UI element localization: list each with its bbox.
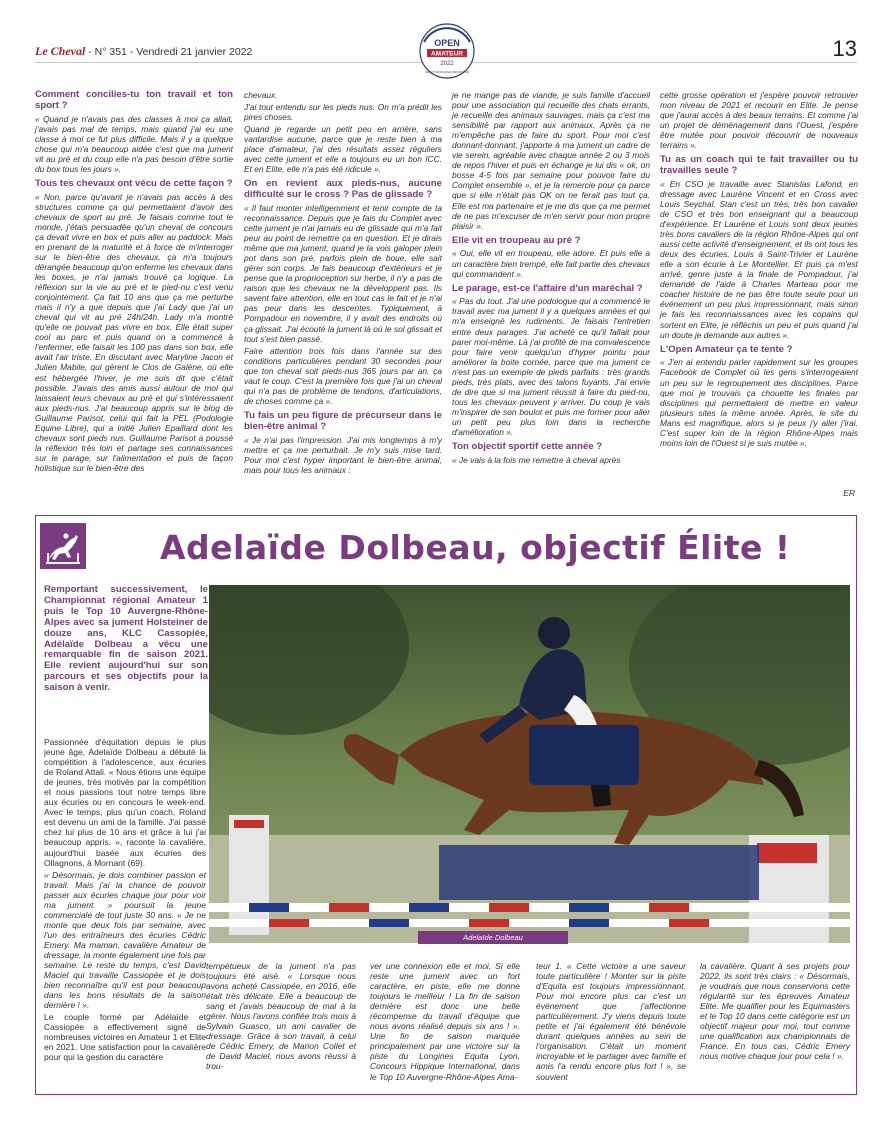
interview-answer: je ne mange pas de viande, je suis famille d'accueil pour une association qui recueille des chats errants, je recueille des animaux sauvages, mais ça c'est ma sensibilité par rapport aux animaux. Après ça ne m'empêche pas de faire du sport. Pour moi c'est donnant-donnant, j'apporte à ma jument un cadre de vie serein, agréable avec chaque année 2 ou 3 mois de repos l'hiver et puis en échange je lui dis « ok, on bosse 4-5 fois par semaine pour pouvoir faire du Complet ensemble », et je la remercie pour ça parce que si elle n'était pas OK on ne ferait pas tout ça. Elle est ma partenaire et je me dis que ça me permet de ne pas m'excuser de m'en servir pour mon propre plaisir ». xyxy=(452,90,650,231)
open-amateur-logo xyxy=(418,22,476,80)
logo-word-amateur: AMATEUR xyxy=(430,50,464,58)
interview-question: On en revient aux pieds-nus, aucune difficulté sur le cross ? Pas de glissade ? xyxy=(244,178,442,201)
feature-body-column-1 xyxy=(44,737,206,1065)
interview-answer: « Pas du tout. J'ai une podologue qui a commencé le travail avec ma jument il y a quelques années et qui m'a enseigné les rudiments. Je faisais l'entretien entre deux parages. J'ai acheté ce qu'il fallait pour parer moi-même. Là j'ai profité de ma convalescence pour faire venir quelqu'un d'hyper pointu pour améliorer la boite cornée, parce que ma jument ce n'est pas un exemple de pieds parfaits : très grands pieds, très plats, avec des talons fuyants. J'ai envie de dire que si ma jument réussit à faire du pied-nu, tous les chevaux peuvent y arriver. Du coup je vais m'inspirer de son boulot et puis me former pour aller un petit peu plus loin dans la recherche d'amélioration ». xyxy=(452,296,650,437)
article-column-3 xyxy=(452,90,650,467)
interview-answer: cette grosse opération et j'espère pouvoir retrouver mon niveau de 2021 et recourir en Elite. Je pense que j'aurai accès à des beaux terrains. Et comme j'ai un projet de déménagement dans l'Ouest, j'espère être mutée pour pouvoir découvrir de nouveaux terrains ». xyxy=(660,90,858,151)
interview-question: Ton objectif sportif cette année ? xyxy=(452,441,603,453)
article-column-2 xyxy=(244,90,442,477)
interview-answer: J'ai tout entendu sur les pieds nus. On m'a prédit les pires choses. xyxy=(244,102,442,123)
article-column-4 xyxy=(660,90,858,450)
logo-ring-text: CIRCUIT FRANÇAISE D'ÉQUITATION xyxy=(424,71,470,74)
interview-answer: Faire attention trois fois dans l'année sur des conditions particulières pendant 30 secondes pour que ton cheval soit pieds-nus 365 jours par an, ça vaut le coup. C'est la première fois que j'ai un cheval qui n'a pas de problème de tendons, d'articulations, de choses comme ça ». xyxy=(244,345,442,406)
interview-answer: « Oui, elle vit en troupeau, elle adore. Et puis elle a un caractère bien trempé, elle fait partie des chevaux qui commandent ». xyxy=(452,248,650,279)
interview-question: L'Open Amateur ça te tente ? xyxy=(660,343,793,355)
issue-info: - N° 351 - Vendredi 21 janvier 2022 xyxy=(85,46,253,58)
feature-body-column-5: la cavalière. Quant à ses projets pour 2022, ils sont très clairs : « Désormais, je voudrais que nous conservions cette régularité sur les épreuves Amateur Elite. Me qualifier pour les Equimasters et le Top 10 dans cette catégorie est un objectif majeur pour moi, tout comme une qualification aux championnats de France. En tous cas, Cédric Emery nous motive chaque jour pour cela ! ». xyxy=(700,961,850,1062)
publication-name: Le Cheval xyxy=(35,44,86,58)
photo-caption: Adelaïde Dolbeau xyxy=(418,931,568,944)
interview-question: Elle vit en troupeau au pré ? xyxy=(452,234,581,246)
interview-question: Le parage, est-ce l'affaire d'un maréchal ? xyxy=(452,282,643,294)
running-header xyxy=(35,44,252,59)
interview-question: Comment concilies-tu ton travail et ton sport ? xyxy=(35,89,233,111)
author-signature: ER xyxy=(843,488,855,498)
feature-body-column-4: teur 1. « Cette victoire a une saveur toute particulière ! Monter sur la piste d'Equita est toujours impressionnant. Pour moi encore plus car c'est un événement que j'affectionne particulièrement. J'y viens depuis toute petite et j'ai également été bénévole durant quelques années au sein de l'organisation. C'était un moment incroyable et le partager avec famille et amis l'a rendu encore plus fort ! », se souvient xyxy=(536,961,686,1082)
feature-body-column-3: ver une connexion elle et moi. Si elle reste une jument avec un fort caractère, en piste, elle me donne toujours le meilleur ! La fin de saison dernière est donc une belle récompense du travail d'équipe que nous avons réalisé depuis six ans ! ». Une fin de saison marquée principalement par une victoire sur la piste du Longines Equita Lyon, Concours Hippique International, dans le Top 10 Auvergne-Rhône-Alpes Ama- xyxy=(370,961,520,1082)
logo-word-open: OPEN xyxy=(434,38,460,48)
interview-answer: « Je vais à la fois me remettre à cheval après xyxy=(452,454,621,465)
show-jumping-icon xyxy=(40,523,86,569)
article-column-1 xyxy=(35,90,233,475)
feature-headline: Adelaïde Dolbeau, objectif Élite ! xyxy=(160,528,791,567)
feature-body-column-2: tempétueux de la jument n'a pas toujours été aisé. « Lorsque nous avons acheté Cassiopée, en 2016, elle était très délicate. Elle a beaucoup de sang et j'avais beaucoup de mal à la gérer. Nous l'avons confiée trois mois à Sylvain Guasco, un ami cavalier de dressage. Grâce à son travail, à celui de Cédric Emery, de Marion Collet et de David Maciel, nous avons réussi à trou- xyxy=(206,961,356,1072)
interview-answer: « Quand je n'avais pas des classes à moi ça allait, j'avais pas mal de temps, mais quand j'ai eu une classe à moi ce fut plus difficile. Mais il y a quelque chose qui m'a beaucoup aidée c'est que ma jument vit au pré et du coup elle n'a pas besoin d'être sortie du box tous les jours ». xyxy=(35,113,233,174)
interview-question: Tous tes chevaux ont vécu de cette façon ? xyxy=(35,177,233,189)
feature-paragraph: Le couple formé par Adélaïde et Cassiopée a effectivement signé de nombreuses victoires en Amateur 1 et Elite en 2021. Une satisfaction pour la cavalière pour qui la gestion du caractère xyxy=(44,1012,206,1063)
rider-jumping-photo xyxy=(209,585,850,943)
interview-answer: « En CSO je travaille avec Stanislas Lafond, en dressage avec Laurène Vincent et en Cross avec Louis Seychal. Stan c'est un très, très bon cavalier de CSO et très bon enseignant qui a beaucoup d'expérience. Et Laurène et Louis sont deux jeunes très bons cavaliers de la région Rhône-Alpes qui ont aussi cette activité d'enseignement, et ils ont tous les deux des écuries, Louis à Saint-Trivier et Laurène elle a son écurie à Le Montellier. Et puis ça m'est arrivé, genre juste à la finale de Pompadour, j'ai demandé de l'aide à Charles Marteau pour me coacher histoire de ne pas être toute seule pour un événement un peu plus impressionnant, mais sinon je fais les reconnaissances avec les copains qui sortent en Elite, je réfléchis un peu et puis quand j'ai un doute je demande aux autres ». xyxy=(660,178,858,340)
interview-answer: « Je n'ai pas l'impression. J'ai mis longtemps à m'y mettre et ça me perturbait. Je m'y suis mise tard. Pour moi c'est hyper important le bien-être animal, mais pour tous les animaux : xyxy=(244,434,442,475)
interview-answer: Quand je regarde un petit peu en arrière, sans vantardise aucune, parce que je reste bien à ma place d'amateur, j'ai des résultats assez réguliers avec cette jument et elle a toujours eu un bon ICC. Et en Elite, elle n'a pas été ridicule ». xyxy=(244,124,442,175)
page-number: 13 xyxy=(832,36,857,61)
logo-year: 2022 xyxy=(440,61,454,67)
feature-lead: Remportant successivement, le Championnat régional Amateur 1 puis le Top 10 Auvergne-Rhône-Alpes avec sa jument Holsteiner de douze ans, KLC Cassopiée, Adélaïde Dolbeau a vécu une remarquable fin de saison 2021. Elle revient aujourd'hui sur son parcours et ses objectifs pour la saison à venir. xyxy=(44,584,208,694)
interview-answer: « Il faut monter intelligemment et tenir compte de ta reconnaissance. Depuis que je fais du Complet avec cette jument je n'ai jamais eu de glissade qui m'a fait peur au point de remettre ça en question. Et je dirais même que ma jument, quand je la vois galoper plein pot dans son pré, parfois plein de boue, elle sait gérer son corps. Je fais beaucoup d'extérieurs et je pense que la proprioception sur herbe, il n'y a pas de raison que les chevaux ne la développent pas. Ils savent faire attention, elle en tout cas le fait et je n'ai pas peur dans les descentes. Typiquement, à Pompadour en novembre, il y avait des endroits où ça glissait. J'ai écouté la jument là où le sol glissait et tout s'est bien passé. xyxy=(244,202,442,344)
interview-question: Tu fais un peu figure de précurseur dans le bien-être animal ? xyxy=(244,409,442,432)
interview-answer: « J'en ai entendu parler rapidement sur les groupes Facebook de Complet où les gens s'interrogeaient un peu sur le regroupement des disciplines. Parce que moi je trouvais ça chouette les finales par disciplines qui permettaient de mettre en valeur plusieurs sites la même année. Après, le site du Mans est magnifique, alors si je peux j'y aller j'irai. C'est super loin de la région Rhône-Alpes mais moins loin de l'Ouest si je suis mutée ». xyxy=(660,357,858,448)
feature-paragraph: Passionnée d'équitation depuis le plus jeune âge, Adelaïde Dolbeau a débuté la compétition à l'adolescence, aux écuries de Roland Attali. « Nous étions une équipe de jeunes, très motivés par la compétition et nous passions tout notre temps libre aux écuries ou en concours le week-end. Avec le temps, plus qu'un coach, Roland est devenu un ami de la famille. J'ai passé chez lui plus de 10 ans et grâce à lui j'ai beaucoup appris. », raconte la cavalière, aujourd'hui basée aux écuries des Ollagnons, à Mornant (69). xyxy=(44,737,206,868)
interview-question: Tu as un coach qui te fait travailler ou tu travailles seule ? xyxy=(660,154,858,177)
interview-answer: « Non, parce qu'avant je n'avais pas accès à des structures comme ça qui permettaient d'avoir des chevaux de sport au pré. Je faisais comme tout le monde, j'étais persuadée qu'un cheval de concours ça devait vivre en box et puis aller au paddock. Mais en prenant de la maturité et à force de m'interroger sur le bien-être des chevaux, ça m'a toujours dérangée beaucoup qu'on enferme les chevaux dans les boxes, je n'ai jamais trouvé ça logique. La réflexion sur la vie au pré et le pied-nu c'est venu conjointement. Ça fait 10 ans que ça me perturbe mais il n'y a que depuis que j'ai Lady que j'ai un cheval qui vit au pré 24h/24h. Lady m'a montré qu'elle ne pouvait pas vivre en box. Elle était super cool au parc et puis quand on a commencé à l'enfermer, elle faisait les 100 pas dans son box, elle avait l'air triste. En discutant avec Maryline Jacon et Julien Mabile, qui gèrent le Clos de Galène, où elle est hébergée l'hiver, je me suis dit que c'était possible. J'avais des amis aussi autour de moi qui laissaient leurs chevaux au pré et qui s'intéressaient aux pieds-nus. J'ai beaucoup appris sur le blog de Guillaume Parisot, celui qui fait la PEL (Podologie Equine Libre), qui a initié Julien Epaillard dont les chevaux sont pieds nus. Guillaume Parisot a poussé la réflexion très loin et partage ses connaissances sur le parage, sur l'alimentation et puis de façon holistique sur le bien-être des xyxy=(35,191,233,473)
feature-paragraph: « Désormais, je dois combiner passion et travail. Mais j'ai la chance de pouvoir passer aux écuries chaque jour pour voir ma jument. » poursuit la jeune commerciale de tout juste 30 ans. « Je ne monte que deux fois par semaine, avec l'un des entraîneurs des écuries Cédric Emery. Ma maman, cavalière Amateur de dressage, la monte également une fois par semaine. Le reste du temps, c'est David Maciel qui travaille Cassiopée et je dois bien reconnaître qu'il est pour beaucoup dans les bons résultats de la saison dernière ! ». xyxy=(44,869,206,1011)
interview-answer: chevaux. xyxy=(244,90,278,100)
